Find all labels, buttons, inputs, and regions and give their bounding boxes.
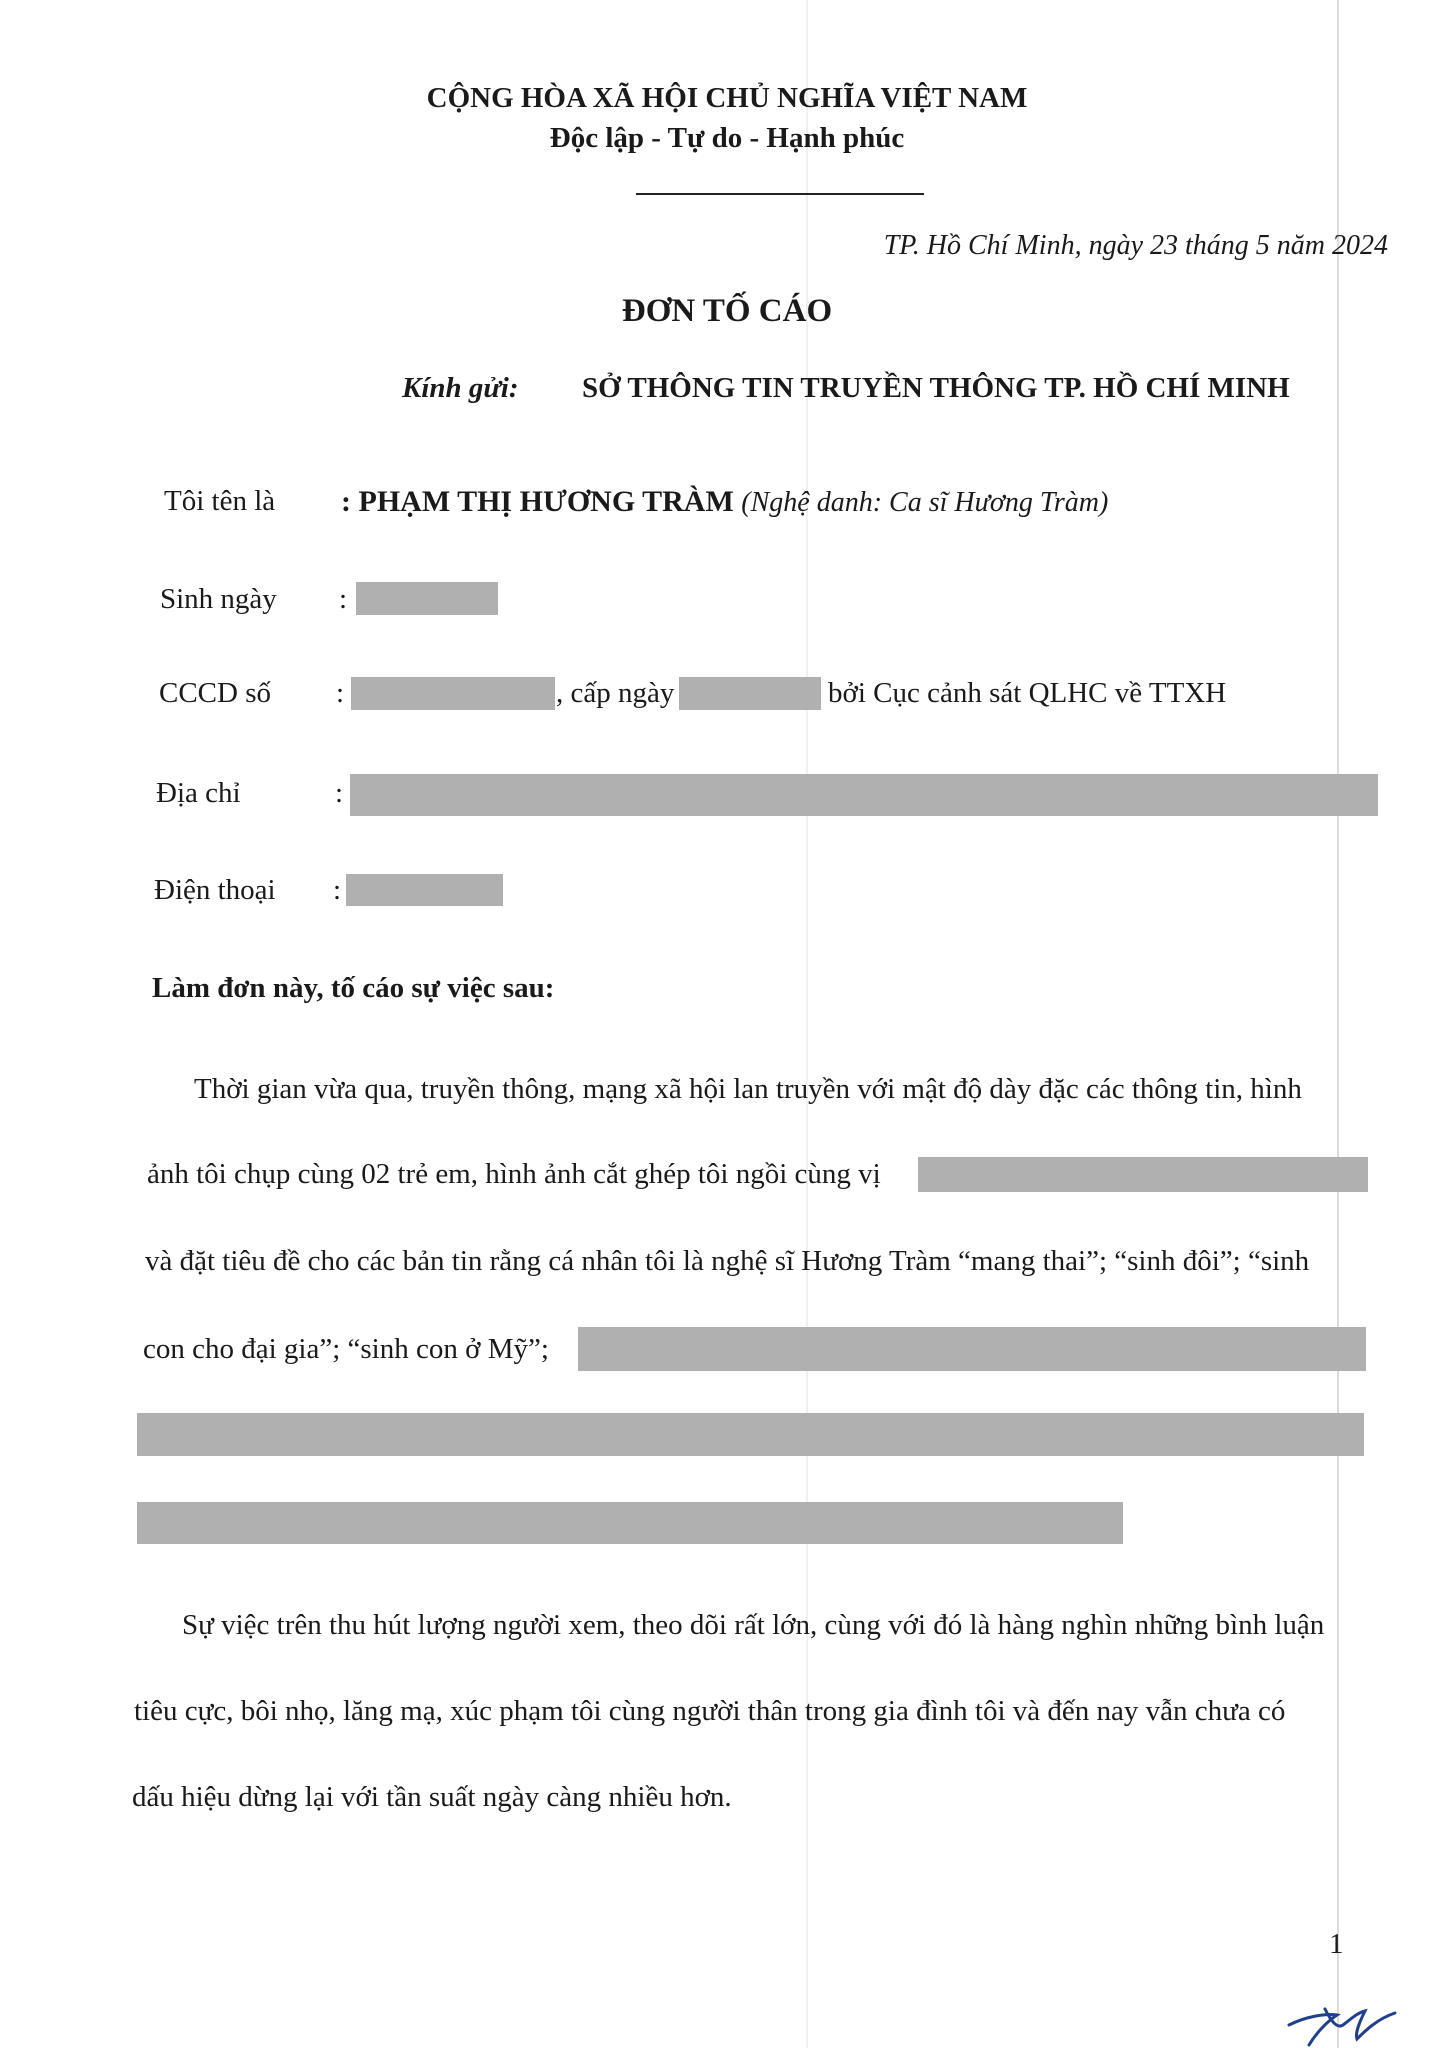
- paragraph1-line3: và đặt tiêu đề cho các bản tin rằng cá nhân tôi là nghệ sĩ Hương Tràm “mang thai”; “sinh đôi”; “sinh: [145, 1245, 1310, 1277]
- name-value: : PHẠM THỊ HƯƠNG TRÀM: [341, 485, 734, 518]
- id-number-redaction: [351, 677, 555, 710]
- page-number: 1: [1329, 1928, 1344, 1960]
- address-colon: :: [335, 777, 344, 809]
- id-issue-text: , cấp ngày: [556, 677, 675, 709]
- stage-name: (Nghệ danh: Ca sĩ Hương Tràm): [741, 487, 1109, 518]
- paragraph1-redaction-line: [137, 1502, 1123, 1544]
- paragraph1-redaction-line: [137, 1413, 1364, 1456]
- paragraph1-redaction-inline: [578, 1327, 1366, 1371]
- address-label: Địa chỉ: [156, 777, 241, 809]
- initials-signature: [1285, 1995, 1405, 2048]
- section-heading: Làm đơn này, tố cáo sự việc sau:: [152, 972, 555, 1004]
- person-name-redaction: [918, 1157, 1368, 1192]
- id-colon: :: [336, 677, 345, 709]
- national-motto: Độc lập - Tự do - Hạnh phúc: [549, 122, 905, 154]
- recipient-name: SỞ THÔNG TIN TRUYỀN THÔNG TP. HỒ CHÍ MINH: [582, 372, 1290, 404]
- paragraph1-line4: con cho đại gia”; “sinh con ở Mỹ”;: [143, 1333, 549, 1365]
- paragraph1-line2: ảnh tôi chụp cùng 02 trẻ em, hình ảnh cắt ghép tôi ngồi cùng vị: [147, 1158, 881, 1190]
- dob-label: Sinh ngày: [160, 583, 277, 615]
- name-line: [341, 485, 1108, 519]
- phone-colon: :: [333, 874, 342, 906]
- name-label: Tôi tên là: [164, 485, 276, 517]
- paragraph1-line1: Thời gian vừa qua, truyền thông, mạng xã hội lan truyền với mật độ dày đặc các thông tin, hình: [194, 1073, 1302, 1105]
- id-label: CCCD số: [159, 677, 272, 709]
- address-redaction: [350, 774, 1378, 816]
- id-date-redaction: [679, 677, 821, 710]
- place-date: TP. Hồ Chí Minh, ngày 23 tháng 5 năm 2024: [883, 230, 1388, 261]
- phone-label: Điện thoại: [154, 874, 276, 906]
- id-issuer-text: bởi Cục cảnh sát QLHC về TTXH: [828, 677, 1227, 709]
- recipient-label: Kính gửi:: [402, 372, 519, 404]
- dob-colon: :: [339, 583, 348, 615]
- phone-redaction: [346, 874, 503, 906]
- document-title: ĐƠN TỐ CÁO: [621, 293, 833, 329]
- paragraph2-line3: dấu hiệu dừng lại với tần suất ngày càng nhiều hơn.: [132, 1781, 732, 1813]
- paragraph2-line2: tiêu cực, bôi nhọ, lăng mạ, xúc phạm tôi cùng người thân trong gia đình tôi và đến nay vẫn chưa có: [134, 1695, 1286, 1727]
- national-title: CỘNG HÒA XÃ HỘI CHỦ NGHĨA VIỆT NAM: [426, 82, 1028, 114]
- paragraph2-line1: Sự việc trên thu hút lượng người xem, theo dõi rất lớn, cùng với đó là hàng nghìn những bình luận: [182, 1609, 1325, 1641]
- header-underline: [636, 193, 924, 195]
- dob-redaction: [356, 582, 498, 615]
